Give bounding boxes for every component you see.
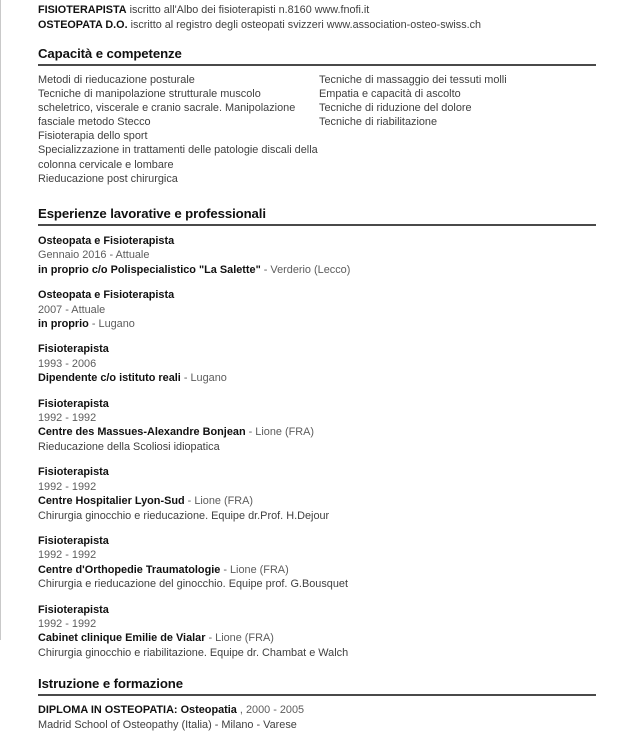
entry-dates: 1992 - 1992 xyxy=(38,480,97,493)
skill-item: Fisioterapia dello sport xyxy=(38,130,148,143)
credential-detail: iscritto all'Albo dei fisioterapisti n.8160 www.fnofi.it xyxy=(126,4,370,16)
section-divider xyxy=(38,694,596,696)
entry-location: - Lione (FRA) xyxy=(184,495,254,508)
entry-location: - Lugano xyxy=(88,318,135,331)
section-istruzione xyxy=(38,676,614,732)
entry-location: - Lione (FRA) xyxy=(205,632,274,645)
credentials-block xyxy=(38,3,614,33)
credential-line xyxy=(38,3,614,18)
education-school: Madrid School of Osteopathy (Italia) - Milano - Varese xyxy=(38,718,297,731)
entry-location: - Lione (FRA) xyxy=(245,426,314,439)
credential-line xyxy=(38,18,614,33)
entry-role: Fisioterapista xyxy=(38,466,109,479)
skill-item: scheletrico, viscerale e cranio sacrale. Manipolazione xyxy=(38,102,296,115)
competenze-columns xyxy=(38,73,614,193)
education-entry xyxy=(38,703,614,732)
entry-location: - Verderio (Lecco) xyxy=(260,263,351,276)
entry-role: Fisioterapista xyxy=(38,397,109,410)
experience-entry xyxy=(38,465,614,523)
entry-employer: Centre d'Orthopedie Traumatologie xyxy=(38,563,221,576)
skill-item: Tecniche di massaggio dei tessuti molli xyxy=(319,74,507,86)
entry-employer: Centre des Massues-Alexandre Bonjean xyxy=(38,426,246,439)
entry-employer-line xyxy=(38,425,614,439)
credential-title: OSTEOPATA D.O. xyxy=(38,19,128,31)
entry-dates: 1993 - 2006 xyxy=(38,357,97,370)
entry-employer-line xyxy=(38,494,614,508)
entry-role: Fisioterapista xyxy=(38,534,109,547)
entry-employer: in proprio c/o Polispecialistico "La Salette" xyxy=(38,263,261,276)
entry-employer-line xyxy=(38,371,614,385)
skill-item: colonna cervicale e lombare xyxy=(38,158,174,171)
education-title-line xyxy=(38,703,614,717)
entry-employer-line xyxy=(38,631,614,645)
section-heading-esperienze: Esperienze lavorative e professionali xyxy=(38,206,266,221)
entry-employer: Centre Hospitalier Lyon-Sud xyxy=(38,495,185,508)
experience-entry xyxy=(38,534,614,592)
entry-description: Rieducazione della Scoliosi idiopatica xyxy=(38,440,220,453)
skill-item: Tecniche di manipolazione strutturale muscolo xyxy=(38,88,261,101)
spacer xyxy=(38,193,614,206)
entry-employer-line xyxy=(38,563,614,577)
entry-employer: Dipendente c/o istituto reali xyxy=(38,372,181,385)
education-list xyxy=(38,703,614,732)
section-esperienze xyxy=(38,206,614,660)
section-divider xyxy=(38,224,596,226)
skill-item: fasciale metodo Stecco xyxy=(38,116,151,129)
entry-employer-line xyxy=(38,317,614,331)
page-content xyxy=(1,0,640,732)
section-competenze xyxy=(38,46,614,193)
section-heading-istruzione: Istruzione e formazione xyxy=(38,676,183,692)
skill-item: Tecniche di riduzione del dolore xyxy=(319,102,472,115)
entry-role: Fisioterapista xyxy=(38,603,109,616)
entry-dates: Gennaio 2016 - Attuale xyxy=(38,249,150,262)
entry-location: - Lione (FRA) xyxy=(220,563,289,576)
section-divider xyxy=(38,64,596,66)
entry-location: - Lugano xyxy=(180,372,227,385)
skill-item: Specializzazione in trattamenti delle patologie discali della xyxy=(38,144,318,157)
entry-dates: 1992 - 1992 xyxy=(38,412,97,425)
entry-employer-line xyxy=(38,263,614,277)
credential-detail: iscritto al registro degli osteopati svizzeri www.association-osteo-swiss.ch xyxy=(127,19,482,31)
skill-item: Tecniche di riabilitazione xyxy=(319,116,438,129)
experience-entry xyxy=(38,288,614,331)
experience-list xyxy=(38,233,614,660)
skill-item: Metodi di rieducazione posturale xyxy=(38,74,195,86)
entry-dates: 2007 - Attuale xyxy=(38,303,106,316)
experience-entry xyxy=(38,234,614,277)
experience-entry xyxy=(38,603,614,661)
education-title: DIPLOMA IN OSTEOPATIA: Osteopatia xyxy=(38,704,237,717)
experience-entry xyxy=(38,342,614,385)
competenze-right-column xyxy=(319,73,619,129)
entry-employer: in proprio xyxy=(38,318,89,331)
credential-title: FISIOTERAPISTA xyxy=(38,4,127,16)
entry-employer: Cabinet clinique Emilie de Vialar xyxy=(38,632,206,645)
experience-entry xyxy=(38,397,614,455)
entry-description: Chirurgia ginocchio e riabilitazione. Equipe dr. Chambat e Walch xyxy=(38,646,349,659)
competenze-left-column xyxy=(38,73,320,186)
entry-dates: 1992 - 1992 xyxy=(38,549,97,562)
skill-item: Empatia e capacità di ascolto xyxy=(319,88,461,101)
spacer xyxy=(38,660,614,676)
entry-dates: 1992 - 1992 xyxy=(38,617,97,630)
entry-description: Chirurgia ginocchio e rieducazione. Equipe dr.Prof. H.Dejour xyxy=(38,509,330,522)
entry-role: Fisioterapista xyxy=(38,343,109,356)
section-heading-competenze: Capacità e competenze xyxy=(38,46,182,61)
entry-description: Chirurgia e rieducazione del ginocchio. Equipe prof. G.Bousquet xyxy=(38,578,348,591)
education-dates: , 2000 - 2005 xyxy=(236,704,305,717)
skill-item: Rieducazione post chirurgica xyxy=(38,172,178,185)
entry-role: Osteopata e Fisioterapista xyxy=(38,289,175,302)
entry-role: Osteopata e Fisioterapista xyxy=(38,235,175,247)
